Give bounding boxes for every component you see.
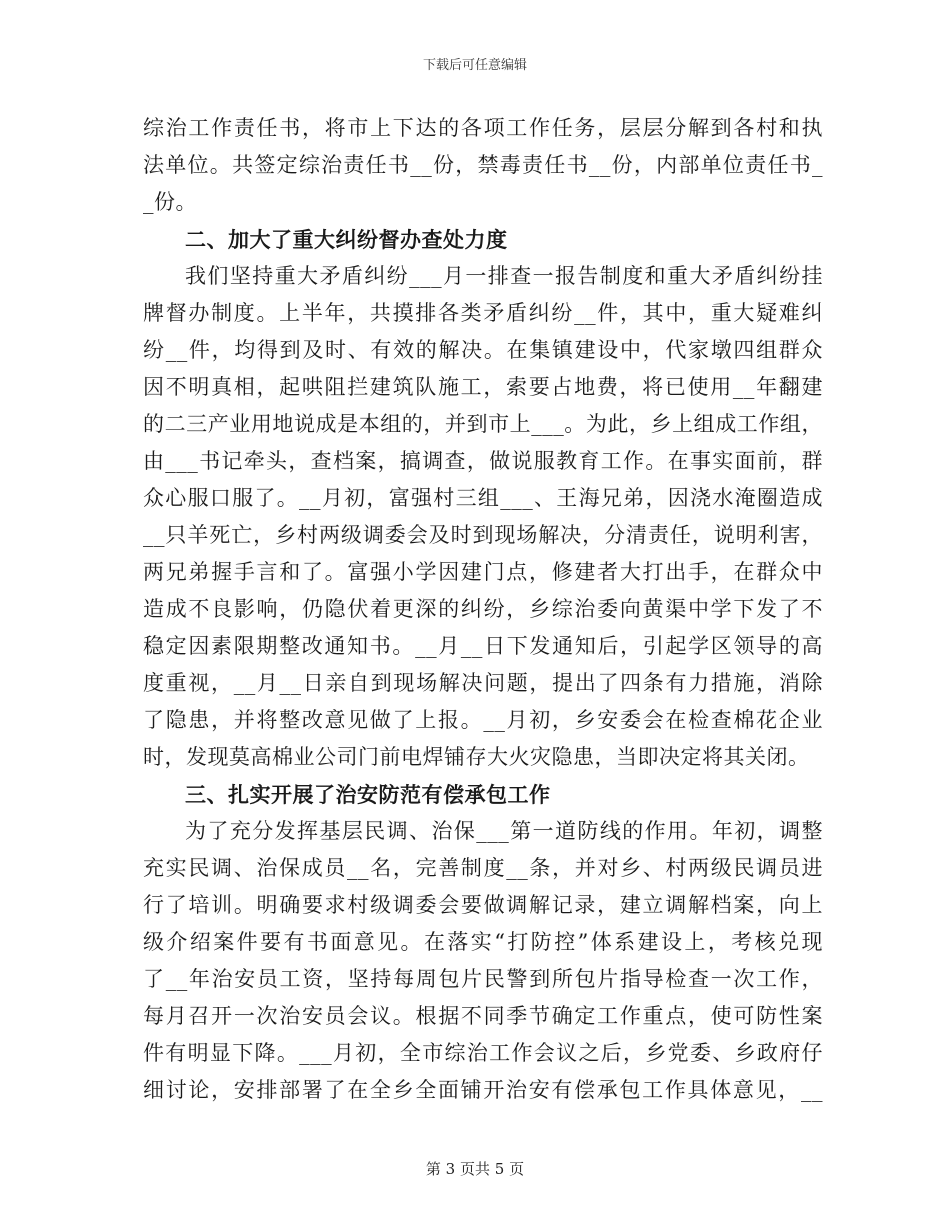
text-line: 的二三产业用地说成是本组的，并到市上___。为此，乡上组成工作组， bbox=[143, 412, 823, 436]
text-line: 因不明真相，起哄阻拦建筑队施工，索要占地费，将已使用__年翻建 bbox=[143, 375, 823, 399]
text-line: 充实民调、治保成员__名，完善制度__条，并对乡、村两级民调员进 bbox=[143, 856, 823, 880]
text-line: 时，发现莫高棉业公司门前电焊铺存大火灾隐患，当即决定将其关闭。 bbox=[143, 745, 810, 769]
text-line: 法单位。共签定综治责任书__份，禁毒责任书__份，内部单位责任书_ bbox=[143, 153, 823, 177]
text-line: __只羊死亡，乡村两级调委会及时到现场解决，分清责任，说明利害， bbox=[143, 523, 823, 547]
text-line: 细讨论，安排部署了在全乡全面铺开治安有偿承包工作具体意见，__ bbox=[143, 1078, 823, 1102]
document-body bbox=[143, 110, 823, 1109]
text-line: 为了充分发挥基层民调、治保___第一道防线的作用。年初，调整 bbox=[185, 819, 823, 843]
text-line: 级介绍案件要有书面意见。在落实“打防控”体系建设上，考核兑现 bbox=[143, 930, 823, 954]
text-line: 度重视，__月__日亲自到现场解决问题，提出了四条有力措施，消除 bbox=[143, 671, 823, 695]
page-footer: 第 3 页共 5 页 bbox=[425, 1160, 525, 1178]
text-line: 每月召开一次治安员会议。根据不同季节确定工作重点，使可防性案 bbox=[143, 1004, 823, 1028]
text-line: 件有明显下降。___月初，全市综治工作会议之后，乡党委、乡政府仔 bbox=[143, 1041, 823, 1065]
page-header: 下载后可任意编辑 bbox=[422, 58, 527, 73]
text-line: 造成不良影响，仍隐伏着更深的纠纷，乡综治委向黄渠中学下发了不 bbox=[143, 597, 823, 621]
text-line: _份。 bbox=[143, 190, 197, 214]
text-line: 牌督办制度。上半年，共摸排各类矛盾纠纷__件，其中，重大疑难纠 bbox=[143, 301, 823, 325]
text-line: 由___书记牵头，查档案，搞调查，做说服教育工作。在事实面前，群 bbox=[143, 449, 823, 473]
text-line: 了__年治安员工资，坚持每周包片民警到所包片指导检查一次工作， bbox=[143, 967, 823, 991]
text-line: 两兄弟握手言和了。富强小学因建门点，修建者大打出手，在群众中 bbox=[143, 560, 823, 584]
text-line: 了隐患，并将整改意见做了上报。__月初，乡安委会在检查棉花企业 bbox=[143, 708, 823, 732]
text-line: 众心服口服了。__月初，富强村三组___、王海兄弟，因浇水淹圈造成 bbox=[143, 486, 823, 510]
section-heading: 三、扎实开展了治安防范有偿承包工作 bbox=[185, 782, 551, 807]
text-line: 综治工作责任书，将市上下达的各项工作任务，层层分解到各村和执 bbox=[143, 116, 823, 140]
text-line: 行了培训。明确要求村级调委会要做调解记录，建立调解档案，向上 bbox=[143, 893, 823, 917]
section-heading: 二、加大了重大纠纷督办查处力度 bbox=[185, 227, 508, 252]
text-line: 纷__件，均得到及时、有效的解决。在集镇建设中，代家墩四组群众 bbox=[143, 338, 823, 362]
text-line: 我们坚持重大矛盾纠纷___月一排查一报告制度和重大矛盾纠纷挂 bbox=[185, 264, 823, 288]
text-line: 稳定因素限期整改通知书。__月__日下发通知后，引起学区领导的高 bbox=[143, 634, 823, 658]
